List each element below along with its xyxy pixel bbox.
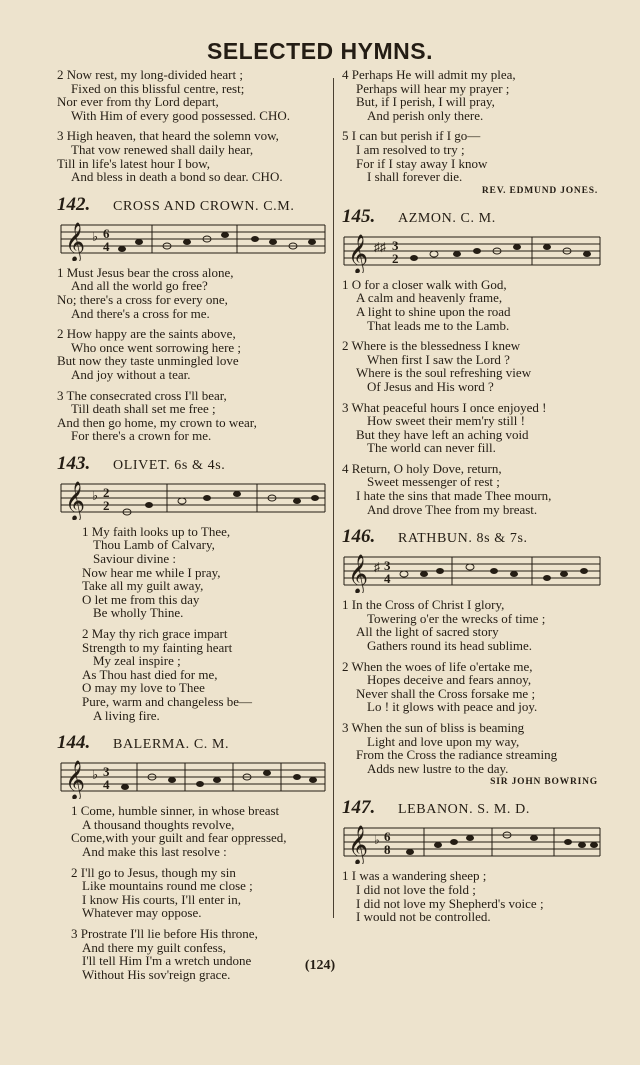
verse-line: With Him of every good possessed. CHO.	[71, 107, 291, 123]
verse-line: Towering o'er the wrecks of time ;	[367, 610, 546, 626]
hymn-147-header	[342, 797, 604, 819]
hymn-145-verse-1	[342, 278, 604, 332]
verse-line: And there my guilt confess,	[82, 939, 227, 955]
hymn-number: 145.	[342, 205, 376, 227]
hymn-141-verse-3	[57, 129, 329, 183]
music-staff	[342, 231, 604, 273]
hymn-143-verse-2	[57, 627, 329, 722]
tune-name: BALERMA. C. M.	[113, 737, 230, 753]
verse-line: For if I stay away I know	[356, 155, 488, 171]
svg-text:4: 4	[103, 238, 110, 254]
verse-line: Without His sov'reign grace.	[82, 966, 231, 982]
verse-line: Be wholly Thine.	[93, 605, 184, 621]
verse-line: 5 I can but perish if I go—	[342, 128, 481, 144]
verse-line: But now they taste unmingled love	[57, 353, 239, 369]
svg-text:4: 4	[103, 777, 110, 793]
verse-line: A calm and heavenly frame,	[356, 290, 503, 306]
verse-line: A light to shine upon the road	[356, 303, 511, 319]
verse-line: Saviour divine :	[93, 551, 177, 567]
svg-text:4: 4	[384, 571, 391, 587]
verse-line: And there's a cross for me.	[71, 305, 210, 321]
verse-line: All the light of sacred story	[356, 624, 499, 640]
hymn-number: 144.	[57, 732, 91, 754]
verse-line: Sweet messenger of rest ;	[367, 474, 500, 490]
verse-line: Never shall the Cross forsake me ;	[356, 685, 536, 701]
verse-line: Adds new lustre to the day.	[367, 760, 509, 776]
verse-line: That vow renewed shall daily hear,	[71, 141, 254, 157]
hymn-144-verse-5	[342, 129, 604, 183]
svg-text:♭: ♭	[374, 833, 380, 848]
verse-line: Whatever may oppose.	[82, 905, 202, 921]
hymn-146-verse-1	[342, 598, 604, 652]
verse-line: 1 Come, humble sinner, in whose breast	[71, 803, 280, 819]
hymn-145-verse-3	[342, 401, 604, 455]
page-title: SELECTED HYMNS.	[206, 38, 434, 64]
tune-name: OLIVET. 6s & 4s.	[113, 457, 226, 473]
hymn-145-verse-2	[342, 339, 604, 393]
hymn-144-verse-1	[57, 804, 329, 858]
verse-line: Fixed on this blissful centre, rest;	[71, 80, 245, 96]
svg-text:6: 6	[384, 829, 391, 845]
verse-line: And all the world go free?	[71, 278, 208, 294]
author-credit: REV. EDMUND JONES.	[481, 185, 598, 196]
music-staff	[57, 757, 329, 799]
verse-line: 4 Return, O holy Dove, return,	[342, 460, 502, 476]
verse-line: And perish only there.	[367, 107, 484, 123]
svg-text:6: 6	[103, 225, 110, 241]
verse-line: 3 Prostrate I'll lie before His throne,	[71, 925, 258, 941]
verse-line: As Thou hast died for me,	[82, 666, 218, 682]
verse-line: Perhaps will hear my prayer ;	[356, 80, 510, 96]
verse-line: Like mountains round me close ;	[82, 878, 253, 894]
verse-line: Nor ever from thy Lord depart,	[57, 94, 219, 110]
verse-line: That leads me to the Lamb.	[367, 317, 510, 333]
tune-name: CROSS AND CROWN. C.M.	[113, 198, 295, 214]
hymn-143-header	[57, 453, 329, 475]
hymn-144-verse-2	[57, 866, 329, 920]
hymn-number: 142.	[57, 193, 91, 215]
verse-line: 1 My faith looks up to Thee,	[82, 523, 231, 539]
verse-line: Strength to my fainting heart	[82, 639, 233, 655]
svg-text:𝄞: 𝄞	[65, 480, 86, 520]
verse-line: I shall forever die.	[367, 169, 463, 185]
hymn-142-verse-3	[57, 389, 329, 443]
svg-text:𝄞: 𝄞	[65, 760, 86, 800]
hymn-146-verse-2	[342, 660, 604, 714]
music-staff	[342, 822, 604, 864]
svg-text:8: 8	[384, 842, 391, 858]
verse-line: 1 O for a closer walk with God,	[342, 276, 507, 292]
verse-line: 2 I'll go to Jesus, though my sin	[71, 864, 236, 880]
music-staff	[57, 219, 329, 261]
verse-line: The world can never fill.	[367, 440, 496, 456]
svg-text:♯: ♯	[374, 560, 380, 575]
hymn-146-header	[342, 526, 604, 548]
svg-text:2: 2	[103, 497, 110, 513]
verse-line: Till death shall set me free ;	[71, 401, 216, 417]
verse-line: 4 Perhaps He will admit my plea,	[342, 67, 516, 82]
svg-text:𝄞: 𝄞	[65, 221, 86, 261]
hymn-142-verse-1	[57, 266, 329, 320]
verse-line: And drove Thee from my breast.	[367, 501, 538, 517]
verse-line: From the Cross the radiance streaming	[356, 747, 558, 763]
verse-line: And bless in death a bond so dear. CHO.	[71, 169, 283, 185]
verse-line: Pure, warm and changeless be—	[82, 694, 253, 709]
verse-line: Till in life's latest hour I bow,	[57, 155, 211, 171]
svg-text:♭: ♭	[92, 228, 99, 244]
svg-text:3: 3	[103, 764, 110, 780]
verse-line: I'll tell Him I'm a wretch undone	[82, 953, 252, 969]
verse-line: When first I saw the Lord ?	[367, 351, 510, 367]
verse-line: 2 Now rest, my long-divided heart ;	[57, 67, 243, 82]
verse-line: For there's a crown for me.	[71, 428, 212, 444]
hymn-145-header	[342, 206, 604, 228]
svg-text:3: 3	[384, 558, 391, 574]
svg-text:♯♯: ♯♯	[374, 239, 386, 254]
verse-line: I am resolved to try ;	[356, 141, 465, 157]
tune-name: RATHBUN. 8s & 7s.	[398, 531, 528, 547]
verse-line: Now hear me while I pray,	[82, 564, 221, 580]
verse-line: Where is the soul refreshing view	[356, 365, 532, 381]
verse-line: And then go home, my crown to wear,	[57, 414, 257, 430]
tune-name: LEBANON. S. M. D.	[398, 802, 530, 818]
verse-line: I did not love my Shepherd's voice ;	[356, 895, 544, 911]
hymn-144-verse-4	[342, 68, 604, 122]
verse-line: I know His courts, I'll enter in,	[82, 891, 242, 907]
verse-line: 2 When the woes of life o'ertake me,	[342, 658, 533, 674]
verse-line: 3 What peaceful hours I once enjoyed !	[342, 399, 547, 415]
verse-line: A thousand thoughts revolve,	[82, 816, 235, 832]
verse-line: Take all my guilt away,	[82, 578, 204, 594]
verse-line: 2 May thy rich grace impart	[82, 626, 228, 642]
verse-line: Lo ! it glows with peace and joy.	[367, 699, 538, 715]
music-staff	[342, 551, 604, 593]
verse-line: Gathers round its head sublime.	[367, 638, 532, 654]
verse-line: O let me from this day	[82, 591, 200, 607]
hymn-141-verse-2	[57, 68, 329, 122]
verse-line: Thou Lamb of Calvary,	[93, 537, 215, 553]
verse-line: But, if I perish, I will pray,	[356, 94, 495, 110]
verse-line: A living fire.	[93, 707, 160, 723]
left-column	[57, 68, 329, 981]
verse-line: 3 High heaven, that heard the solemn vow,	[57, 128, 279, 144]
hymn-146-verse-3	[342, 721, 604, 775]
page-number: (124)	[304, 958, 336, 973]
verse-line: I did not love the fold ;	[356, 881, 476, 897]
verse-line: O may my love to Thee	[82, 680, 205, 696]
tune-name: AZMON. C. M.	[398, 210, 496, 226]
column-divider	[333, 78, 334, 918]
verse-line: My zeal inspire ;	[93, 653, 181, 669]
verse-line: No; there's a cross for every one,	[57, 291, 228, 307]
verse-line: 2 Where is the blessedness I knew	[342, 338, 521, 354]
svg-text:𝄞: 𝄞	[348, 554, 369, 594]
hymn-number: 146.	[342, 526, 376, 548]
verse-line: 1 Must Jesus bear the cross alone,	[57, 264, 234, 280]
verse-line: I would not be controlled.	[356, 909, 491, 925]
verse-line: 3 The consecrated cross I'll bear,	[57, 387, 227, 403]
svg-text:2: 2	[103, 484, 110, 500]
verse-line: But they have left an aching void	[356, 426, 529, 442]
svg-text:𝄞: 𝄞	[348, 233, 369, 273]
verse-line: How sweet their mem'ry still !	[367, 413, 525, 429]
svg-text:♭: ♭	[92, 767, 99, 783]
verse-line: Light and love upon my way,	[367, 733, 520, 749]
author-credit: SIR JOHN BOWRING	[490, 777, 598, 788]
verse-line: I hate the sins that made Thee mourn,	[356, 488, 552, 504]
music-staff	[57, 478, 329, 520]
hymn-number: 143.	[57, 452, 91, 474]
hymn-144-header	[57, 732, 329, 754]
verse-line: Of Jesus and His word ?	[367, 378, 494, 394]
hymn-number: 147.	[342, 797, 376, 819]
verse-line: And joy without a tear.	[71, 366, 191, 382]
verse-line: Who once went sorrowing here ;	[71, 339, 242, 355]
svg-text:𝄞: 𝄞	[348, 825, 369, 865]
verse-line: 2 How happy are the saints above,	[57, 326, 236, 342]
hymn-143-verse-1	[57, 525, 329, 620]
verse-line: 1 In the Cross of Christ I glory,	[342, 597, 505, 613]
hymn-142-verse-2	[57, 327, 329, 381]
verse-line: 3 When the sun of bliss is beaming	[342, 720, 525, 735]
svg-text:3: 3	[392, 237, 399, 253]
right-column	[342, 68, 604, 924]
verse-line: 1 I was a wandering sheep ;	[342, 868, 487, 884]
verse-line: And make this last resolve :	[82, 843, 227, 859]
hymn-142-header	[57, 194, 329, 216]
svg-text:♭: ♭	[92, 487, 99, 503]
hymn-147-verse-1	[342, 869, 604, 923]
hymn-145-verse-4	[342, 462, 604, 516]
svg-text:2: 2	[392, 250, 399, 266]
verse-line: Come,with your guilt and fear oppressed,	[71, 830, 287, 846]
verse-line: Hopes deceive and fears annoy,	[367, 672, 532, 688]
